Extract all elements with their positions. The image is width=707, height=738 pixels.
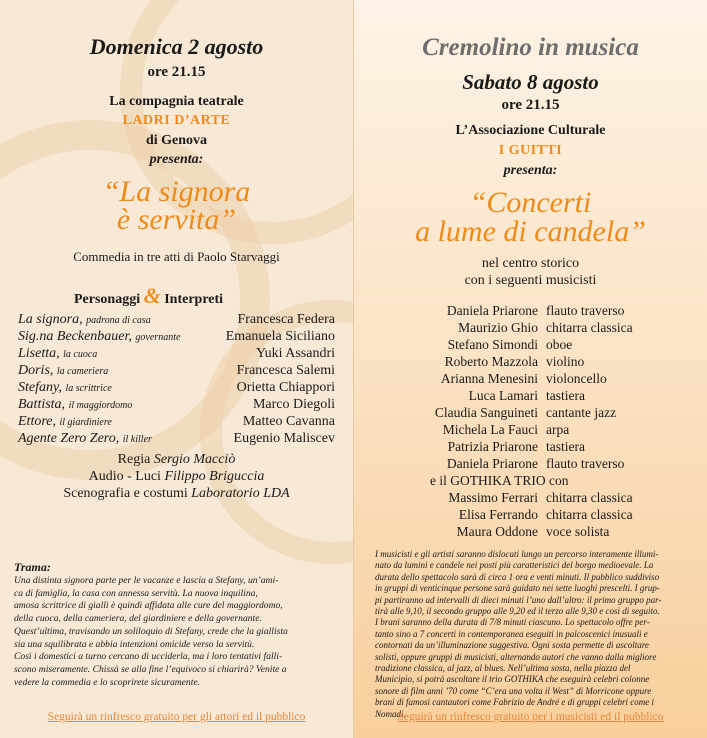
musician-instrument: chitarra classica bbox=[546, 490, 633, 505]
event-date: Sabato 8 agosto bbox=[462, 70, 599, 94]
musician-name: Arianna Menesini bbox=[440, 371, 538, 386]
plot-heading: Trama: bbox=[14, 560, 51, 574]
musician-name: Roberto Mazzola bbox=[444, 354, 538, 369]
actor-name: Francesca Salemi bbox=[236, 363, 335, 378]
show-title-line1: “La signora bbox=[102, 175, 251, 208]
credit-person: Filippo Briguccia bbox=[164, 469, 265, 484]
company-city: di Genova bbox=[145, 133, 208, 148]
role-name: Doris, bbox=[18, 363, 54, 378]
role-name: Agente Zero Zero, bbox=[18, 431, 120, 446]
company-intro: La compagnia teatrale bbox=[109, 94, 244, 109]
musician-row bbox=[380, 354, 690, 371]
event-time: ore 21.15 bbox=[501, 97, 560, 113]
musician-row bbox=[380, 388, 690, 405]
musician-name: Stefano Simondi bbox=[447, 337, 538, 352]
event-date: Domenica 2 agosto bbox=[89, 34, 264, 59]
musician-name: Patrizia Priarone bbox=[447, 439, 538, 454]
ampersand: & bbox=[143, 283, 161, 308]
credit-direction: Regia Sergio Macciò bbox=[117, 452, 236, 467]
role-desc: il giardiniere bbox=[59, 417, 112, 428]
role-name: La signora, bbox=[18, 312, 83, 327]
musician-row bbox=[380, 490, 690, 507]
role-name: Ettore, bbox=[18, 414, 56, 429]
cast-row bbox=[18, 380, 335, 397]
actor-name: Emanuela Siciliano bbox=[225, 329, 335, 344]
musician-name: Elisa Ferrando bbox=[458, 507, 538, 522]
role-name: Stefany, bbox=[18, 380, 62, 395]
refreshment-note: Seguirà un rinfresco gratuito per i musicisti ed il pubblico bbox=[397, 711, 664, 723]
plot-text: Una distinta signora parte per le vacanze e lascia a Stefany, un’ami- ca di famiglia, la casa con annessa servitù. La nuova inquilina, amosa scrittrice di gialli è quindi affidata alle cure del maggiordomo, della cuoca, della cameriera, del giardiniere e della governante. Quest’ultima, travisando un soliloquio di Stefany, crede che la giallista sia una squilibrata e abbia intenzioni omicide verso la servitù. Così i domestici a turno cercano di ucciderla, ma i loro tentativi falli- scono miseramente. Chissà se alla fine l’equivoco si chiarirà? Venite a vedere la commedia e lo scoprirete sicuramente. bbox=[14, 575, 288, 688]
role-name: Lisetta, bbox=[18, 346, 60, 361]
musician-instrument: tastiera bbox=[546, 439, 585, 454]
cast-row bbox=[18, 414, 335, 431]
association-name: I GUITTI bbox=[498, 143, 563, 158]
musician-instrument: voce solista bbox=[546, 524, 610, 539]
musicians-intro: con i seguenti musicisti bbox=[464, 273, 597, 288]
musician-row bbox=[380, 371, 690, 388]
show-title-line2: a lume di candela” bbox=[415, 215, 646, 248]
musician-row bbox=[380, 337, 690, 354]
cast-row bbox=[18, 363, 335, 380]
actor-name: Marco Diegoli bbox=[252, 397, 335, 412]
musician-row bbox=[380, 422, 690, 439]
actor-name: Francesca Federa bbox=[237, 312, 335, 327]
credit-person: Laboratorio LDA bbox=[191, 486, 290, 501]
venue-line: nel centro storico bbox=[481, 256, 580, 271]
cast-heading-performers: Interpreti bbox=[164, 292, 224, 307]
refreshment-note: Seguirà un rinfresco gratuito per gli attori ed il pubblico bbox=[47, 711, 306, 723]
cast-row bbox=[18, 312, 335, 329]
presents-label: presenta: bbox=[149, 152, 204, 167]
role-name: Battista, bbox=[18, 397, 66, 412]
role-desc: la cameriera bbox=[56, 366, 109, 377]
role-desc: governante bbox=[135, 332, 181, 343]
role-desc: il maggiordomo bbox=[68, 400, 133, 411]
musician-row bbox=[430, 473, 707, 490]
musician-name: Maura Oddone bbox=[456, 524, 538, 539]
event-description: I musicisti e gli artisti saranno dislocati lungo un percorso interamente illumi- nato da lumini e candele nei posti più caratteristici del borgo medioevale. La durata dello spettacolo sarà di circa 1 ora e venti minuti. Il pubblico suddiviso in gruppi di venticinque persone sarà guidato nei sette luoghi prescelti. I grup- pi partiranno ad intervalli di dieci minuti l’uno dall’altro: il primo gruppo par- tirà alle 9,10, il secondo gruppo alle 9,20 ed il terzo alle 9,30 e così di seguito. I brani saranno della durata di 7/8 minuti ciascuno. Lo spettacolo offre per- tanto sino a 7 concerti in contemporanea eseguiti in palcoscenici inusuali e contornati da un’illuminazione suggestiva. Ogni sosta permette di ascoltare solisti, oppure gruppi di musicisti, alternando autori che vanno dalla migliore tradizione classica, al jazz, al blues. Nell’ultima sosta, nella piazza del Municipio, si potrà ascoltare il trio GOTHIKA che eseguirà celebri colonne sonore di film anni ’70 come “C’era una volta il West” di Morricone oppure brani di famosi cantautori come Fabrizio de André e di gruppi celebri come i Nomadi. bbox=[375, 549, 662, 719]
event-time: ore 21.15 bbox=[147, 64, 206, 80]
credit-audio-lights: Audio - Luci Filippo Briguccia bbox=[88, 469, 265, 484]
musician-row bbox=[380, 439, 690, 456]
musician-row bbox=[380, 320, 690, 337]
role-desc: il killer bbox=[122, 434, 152, 445]
musician-row bbox=[380, 303, 690, 320]
musician-instrument: oboe bbox=[546, 337, 573, 352]
role-name: Sig.na Beckenbauer, bbox=[18, 329, 132, 344]
musician-instrument: chitarra classica bbox=[546, 320, 633, 335]
cast-row bbox=[18, 329, 335, 346]
musician-name: Maurizio Ghio bbox=[458, 320, 538, 335]
actor-name: Yuki Assandri bbox=[256, 346, 335, 361]
musician-name: Claudia Sanguineti bbox=[434, 405, 538, 420]
musician-name: Luca Lamari bbox=[468, 388, 538, 403]
musician-instrument: flauto traverso bbox=[546, 456, 625, 471]
musician-name: Daniela Priarone bbox=[446, 456, 538, 471]
credit-scenography: Scenografia e costumi Laboratorio LDA bbox=[63, 486, 290, 501]
cast-row bbox=[18, 431, 335, 448]
musician-instrument: flauto traverso bbox=[546, 303, 625, 318]
musician-instrument: arpa bbox=[546, 422, 570, 437]
company-name: LADRI D’ARTE bbox=[122, 113, 231, 128]
musician-instrument: cantante jazz bbox=[546, 405, 617, 420]
presents-label: presenta: bbox=[503, 163, 558, 178]
musician-instrument: violino bbox=[546, 354, 585, 369]
cast-heading-characters: Personaggi bbox=[74, 292, 141, 307]
musician-row bbox=[380, 405, 690, 422]
cast-row bbox=[18, 397, 335, 414]
musician-row bbox=[380, 507, 690, 524]
musician-instrument: tastiera bbox=[546, 388, 585, 403]
musician-name: Daniela Priarone bbox=[446, 303, 538, 318]
cast-heading bbox=[74, 283, 223, 309]
musician-instrument: violoncello bbox=[546, 371, 607, 386]
trio-intro: e il GOTHIKA TRIO con bbox=[430, 473, 569, 488]
musician-instrument: chitarra classica bbox=[546, 507, 633, 522]
musician-row bbox=[380, 524, 690, 541]
musician-name: Michela La Fauci bbox=[442, 422, 538, 437]
role-desc: la scrittrice bbox=[65, 383, 112, 394]
actor-name: Eugenio Maliscev bbox=[233, 431, 335, 446]
show-subtitle: Commedia in tre atti di Paolo Starvaggi bbox=[73, 249, 280, 264]
musician-name: Massimo Ferrari bbox=[448, 490, 538, 505]
festival-title: Cremolino in musica bbox=[422, 34, 639, 61]
role-desc: padrona di casa bbox=[86, 315, 151, 326]
cast-row bbox=[18, 346, 335, 363]
role-desc: la cuoca bbox=[63, 349, 98, 360]
show-title-line2: è servita” bbox=[116, 203, 237, 236]
association-intro: L’Associazione Culturale bbox=[455, 123, 606, 138]
credit-person: Sergio Macciò bbox=[153, 452, 236, 467]
show-title-line1: “Concerti bbox=[469, 186, 592, 219]
actor-name: Orietta Chiappori bbox=[236, 380, 335, 395]
actor-name: Matteo Cavanna bbox=[242, 414, 335, 429]
musician-row bbox=[380, 456, 690, 473]
left-panel bbox=[0, 0, 353, 738]
